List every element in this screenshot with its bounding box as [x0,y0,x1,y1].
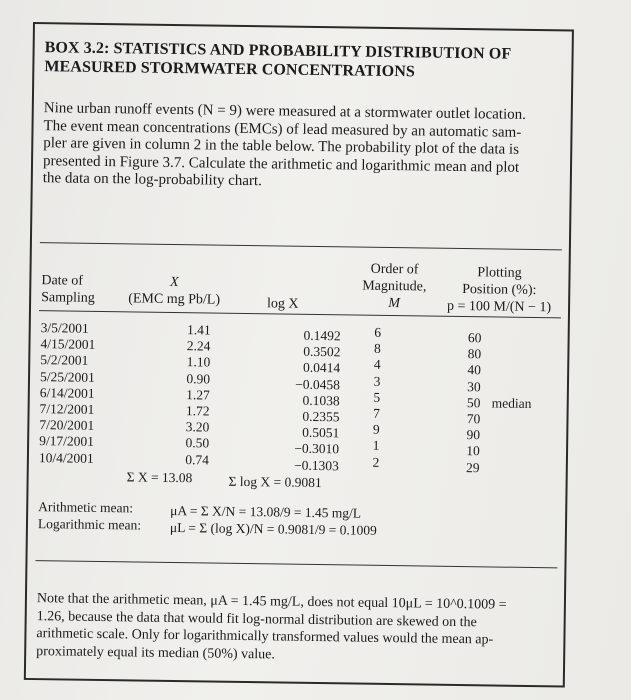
table-cell-emc: 1.72 [185,403,210,419]
table-cell-logx: −0.1303 [293,457,339,473]
table-cell-plotting: 80 [467,346,482,362]
table-cell-date: 9/17/2001 [39,433,95,450]
means-formulas [170,502,377,539]
means-labels [38,498,142,533]
table-cell-plotting: 90 [466,427,481,443]
median-label: median [491,395,532,411]
table-cell-order: 6 [374,324,382,340]
table-cell-order: 1 [372,438,380,454]
box-title-line-1: BOX 3.2: STATISTICS AND PROBABILITY DISTRIBUTION OF [44,39,512,63]
table-cell-date: 5/25/2001 [39,368,95,385]
table-cell-logx: −0.0458 [295,376,341,392]
table-cell-logx: 0.1038 [302,392,340,409]
note-line: 1.26, because the data that would fit log-normal distribution are skewed on the [36,608,477,630]
header-logx: log X [266,296,299,312]
intro-paragraph [43,100,572,195]
header-order-line-2: Magnitude, [362,278,427,295]
logarithmic-mean-formula: μL = Σ (log X)/N = 0.9081/9 = 0.1009 [169,519,377,538]
column-dates [39,320,96,466]
table-cell-order: 9 [372,421,380,438]
header-plotting-formula: p = 100 M/(N − 1) [446,298,552,316]
table-cell-emc: 1.10 [186,354,211,370]
table-cell-date: 10/4/2001 [38,449,94,466]
column-emc [169,322,211,468]
arithmetic-mean-formula: μA = Σ X/N = 13.08/9 = 1.45 mg/L [170,502,362,521]
table-cell-emc: 0.90 [186,370,211,387]
table-cell-emc: 3.20 [185,419,210,435]
table-cell-logx: 0.0414 [302,360,341,376]
intro-line: pler are given in column 2 in the table below. The probability plot of the data is [43,135,520,158]
header-date [41,272,95,307]
table-cell-logx: 0.5051 [302,424,340,441]
note-line: proximately equal its median (50%) value. [36,643,276,662]
table-cell-plotting: 30 [467,378,481,394]
note-line: arithmetic scale. Only for logarithmically transformed values would the mean ap- [36,626,494,648]
table-cell-date: 7/20/2001 [39,417,95,434]
header-plotting-line-1: Plotting [477,265,522,281]
logarithmic-mean-label: Logarithmic mean: [37,516,142,533]
sum-x: Σ X = 13.08 [126,469,193,486]
table-cell-logx: 0.3502 [303,343,341,360]
table-cell-emc: 2.24 [186,338,211,354]
table-cell-emc: 1.27 [186,386,210,403]
table-cell-order: 2 [372,454,380,470]
intro-line: Nine urban runoff events (N = 9) were measured at a stormwater outlet location. [43,100,527,123]
header-plotting-line-2: Position (%): [462,282,537,299]
header-emc [119,273,229,309]
statistics-box [24,22,574,687]
table-cell-plotting: 70 [466,411,481,427]
header-plotting [439,264,560,317]
header-emc-unit: (EMC mg Pb/L) [128,291,221,308]
box-title [44,38,564,83]
header-order-line-1: Order of [370,261,419,278]
table-cell-emc: 1.41 [186,322,211,338]
header-date-line-2: Sampling [41,290,95,306]
table-cell-logx: −0.3010 [294,441,340,457]
table-cell-date: 4/15/2001 [40,336,96,353]
column-logx [269,327,341,474]
table-cell-emc: 0.50 [185,435,210,451]
table-cell-order: 5 [373,389,381,405]
arithmetic-mean-label: Arithmetic mean: [38,499,134,516]
table-cell-plotting: 10 [466,443,480,459]
table-cell-plotting: 29 [465,459,480,475]
table-cell-emc: 0.74 [185,451,210,467]
table-cell-date: 5/2/2001 [40,352,89,369]
box-title-line-2: MEASURED STORMWATER CONCENTRATIONS [44,58,416,81]
intro-line: The event mean concentrations (EMCs) of lead measured by an automatic sam- [43,117,522,141]
table-cell-logx: 0.1492 [303,327,341,344]
header-date-line-1: Date of [41,273,84,289]
table-cell-date: 3/5/2001 [40,320,89,336]
table-cell-date: 7/12/2001 [39,401,95,417]
table-cell-order: 8 [373,340,381,357]
note-top-rule [35,560,557,568]
table-cell-order: 3 [373,373,381,389]
table-top-rule [40,242,562,250]
table-cell-plotting: 60 [467,330,482,346]
table-cell-plotting: 40 [467,362,482,378]
table-cell-logx: 0.2355 [302,408,340,425]
note-paragraph [36,590,565,667]
header-order-m: M [388,295,401,312]
header-order [349,260,440,312]
table-cell-order: 7 [373,405,381,421]
table-cell-plotting: 50 [466,394,481,411]
header-x-symbol: X [169,274,179,291]
table-cell-order: 4 [373,357,381,373]
column-plotting [461,330,487,476]
column-order [365,325,389,471]
intro-line: presented in Figure 3.7. Calculate the arithmetic and logarithmic mean and plot [42,152,520,176]
table-cell-date: 6/14/2001 [39,384,95,401]
intro-line: the data on the log-probability chart. [42,170,263,190]
note-line: Note that the arithmetic mean, μA = 1.45 mg/L, does not equal 10μL = 10^0.1009 = [36,591,507,613]
sum-logx: Σ log X = 0.9081 [228,473,322,491]
